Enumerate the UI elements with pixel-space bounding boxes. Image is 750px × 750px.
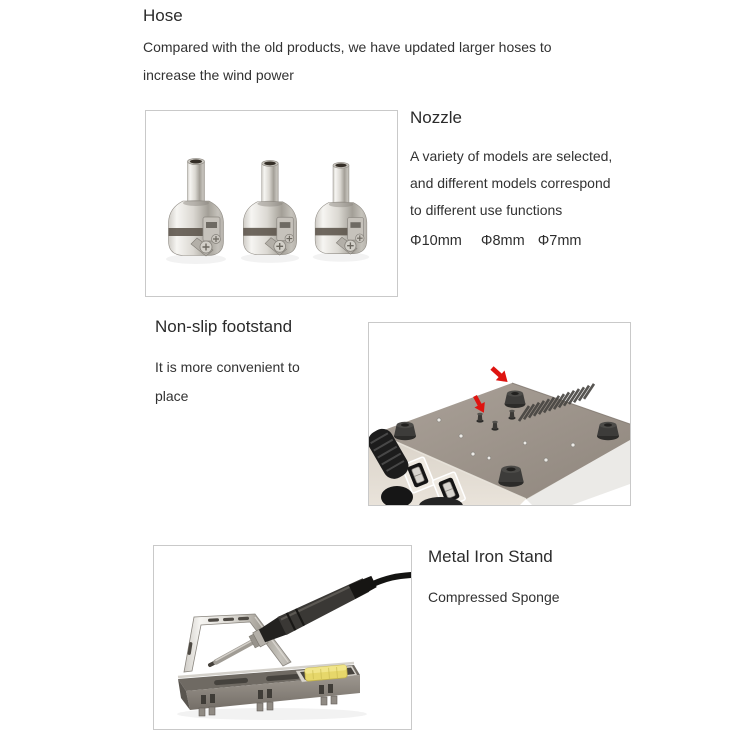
nozzle-size-7mm: Φ7mm	[537, 233, 582, 249]
soldering-iron-stand-illustration	[154, 546, 411, 729]
footstand-description	[155, 353, 300, 411]
footstand-product-photo	[368, 322, 631, 506]
iron-stand-subtitle: Compressed Sponge	[428, 589, 560, 605]
nozzle-7mm	[313, 162, 369, 261]
nozzle-size-8mm: Φ8mm	[480, 233, 525, 249]
nozzle-size-10mm: Φ10mm	[410, 233, 462, 249]
footstand-description-line-1: It is more convenient to	[155, 359, 300, 375]
hose-section-title: Hose	[143, 6, 183, 25]
nozzle-10mm	[166, 158, 226, 264]
footstand-description-line-2: place	[155, 388, 189, 404]
iron-stand-section-title: Metal Iron Stand	[428, 547, 553, 566]
station-bottom-illustration	[369, 323, 630, 505]
hose-description	[143, 33, 552, 89]
nozzle-section-title: Nozzle	[410, 108, 462, 127]
iron-stand-product-photo	[153, 545, 412, 730]
nozzle-description-line-2: and different models correspond	[410, 175, 611, 191]
three-nozzles-illustration	[146, 111, 397, 296]
nozzle-description-line-3: to different use functions	[410, 202, 563, 218]
footstand-section-title: Non-slip footstand	[155, 317, 293, 336]
nozzle-description-line-1: A variety of models are selected,	[410, 148, 613, 164]
nozzle-size-list	[410, 228, 582, 254]
iron-cable	[373, 575, 411, 584]
hose-description-line-1: Compared with the old products, we have updated larger hoses to	[143, 39, 552, 55]
nozzle-8mm	[241, 160, 299, 262]
nozzle-description	[410, 143, 612, 224]
nozzle-product-photo	[145, 110, 398, 297]
hose-description-line-2: increase the wind power	[143, 67, 294, 83]
